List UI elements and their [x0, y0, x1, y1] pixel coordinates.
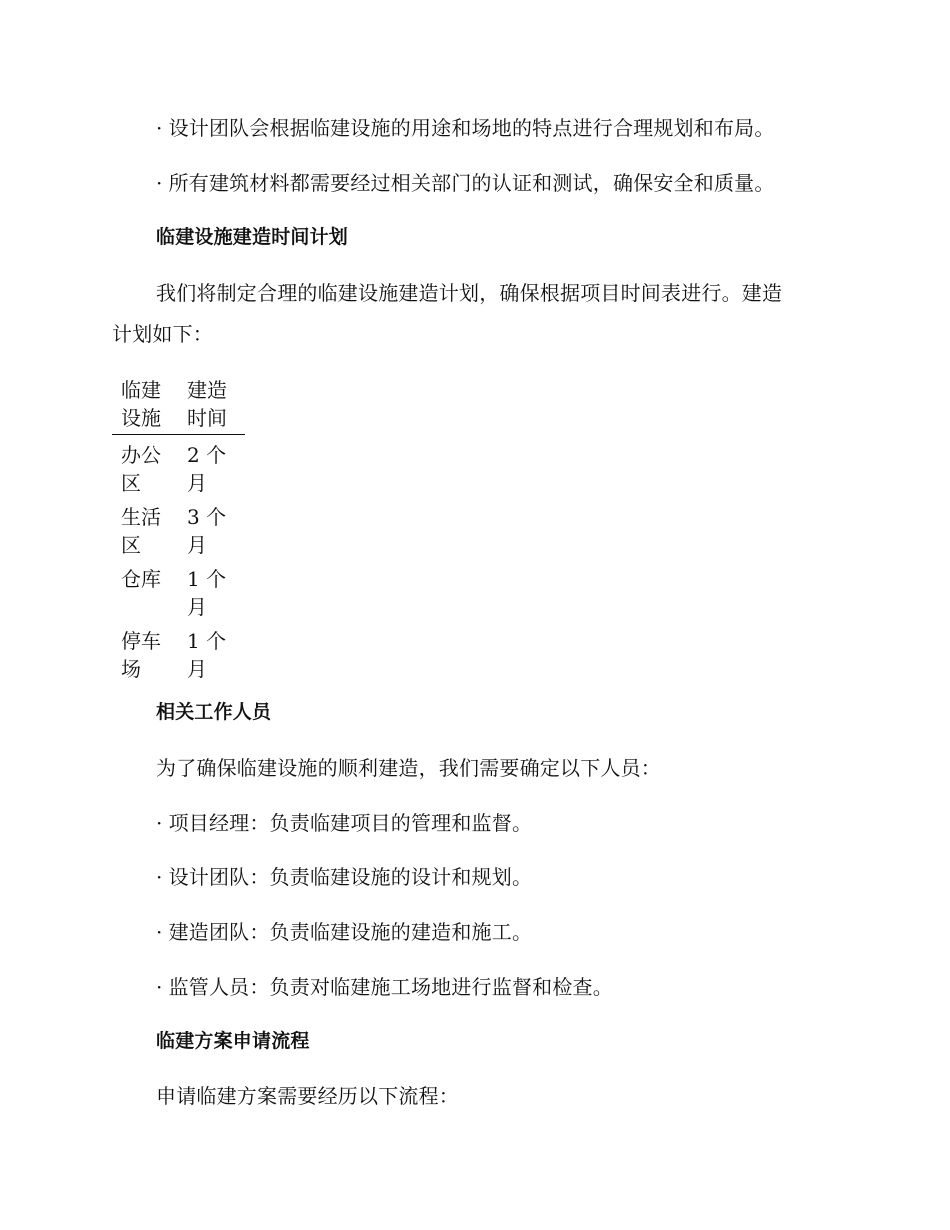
- bullet-text: 监管人员：负责对临建施工场地进行监督和检查。: [168, 975, 613, 999]
- bullet-text: 建造团队：负责临建设施的建造和施工。: [168, 920, 533, 944]
- section-heading: 相关工作人员: [156, 701, 272, 723]
- table-header-cell: 临建设施: [121, 378, 161, 430]
- bullet-dot: ·: [156, 920, 163, 944]
- bullet-text: 设计团队会根据临建设施的用途和场地的特点进行合理规划和布局。: [168, 116, 775, 140]
- bullet-item: [156, 171, 775, 195]
- bullet-text: 项目经理：负责临建项目的管理和监督。: [168, 811, 533, 835]
- bullet-item: [156, 811, 532, 835]
- table-cell: 1 个月: [187, 567, 227, 619]
- table-row: [112, 441, 245, 497]
- paragraph-line: 申请临建方案需要经历以下流程：: [156, 1084, 459, 1108]
- bullet-dot: ·: [156, 171, 163, 195]
- table-cell: 停车场: [121, 629, 161, 681]
- table-cell: 2 个月: [187, 443, 227, 495]
- paragraph-line: 为了确保临建设施的顺利建造，我们需要确定以下人员：: [156, 756, 661, 780]
- schedule-table: [112, 376, 245, 689]
- paragraph-line: 计划如下：: [112, 322, 213, 346]
- table-row: [112, 503, 245, 559]
- bullet-item: [156, 920, 532, 944]
- table-cell: 生活区: [121, 505, 161, 557]
- table-cell: 3 个月: [187, 505, 227, 557]
- paragraph-line: 我们将制定合理的临建设施建造计划，确保根据项目时间表进行。建造: [156, 281, 783, 305]
- bullet-dot: ·: [156, 865, 163, 889]
- table-header-row: [112, 376, 245, 435]
- bullet-dot: ·: [156, 811, 163, 835]
- table-cell: 1 个月: [187, 629, 227, 681]
- bullet-item: [156, 975, 613, 999]
- table-cell: 办公区: [121, 443, 161, 495]
- table-cell: 仓库: [121, 567, 161, 591]
- bullet-item: [156, 116, 775, 140]
- table-header-cell: 建造时间: [187, 378, 227, 430]
- table-row: [112, 565, 245, 621]
- bullet-text: 所有建筑材料都需要经过相关部门的认证和测试，确保安全和质量。: [168, 171, 775, 195]
- bullet-text: 设计团队：负责临建设施的设计和规划。: [168, 865, 533, 889]
- section-heading: 临建设施建造时间计划: [156, 226, 349, 248]
- table-row: [112, 627, 245, 683]
- bullet-item: [156, 865, 532, 889]
- section-heading: 临建方案申请流程: [156, 1030, 310, 1052]
- bullet-dot: ·: [156, 116, 163, 140]
- bullet-dot: ·: [156, 975, 163, 999]
